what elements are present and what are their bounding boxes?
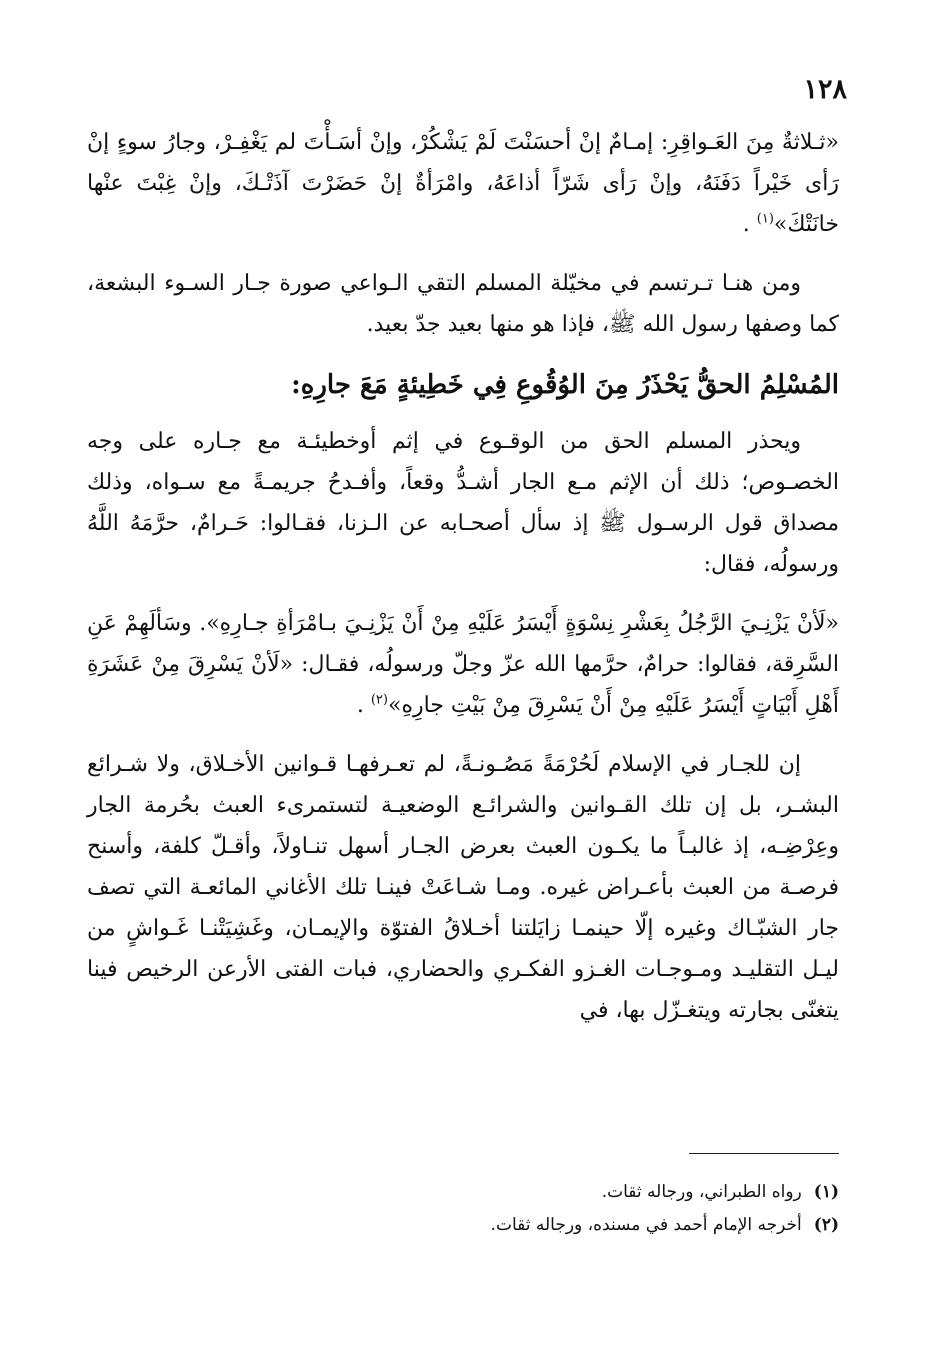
hadith-end-2: . — [356, 693, 371, 718]
hadith-paragraph-1 — [87, 122, 839, 245]
hadith-end-1: . — [742, 212, 757, 237]
page-number: ١٢٨ — [803, 74, 847, 105]
footnote-2 — [87, 1209, 839, 1242]
footnote-text-1: رواه الطبراني، ورجاله ثقات. — [601, 1182, 802, 1202]
footnote-text-2: أخرجه الإمام أحمد في مسنده، ورجاله ثقات. — [490, 1215, 802, 1235]
paragraph-neighbor-image: ومن هنـا تـرتسم في مخيّلة المسلم التقي الـواعي صورة جـار السـوء البشعة، كما وصفها رسول الله ﷺ، فإذا هو منها بعيد جدّ بعيد. — [87, 271, 839, 337]
hadith-text-2: «لَأنْ يَزْنِـيَ الرَّجُلُ بِعَشْرِ نِسْوَةٍ أَيْسَرُ عَلَيْهِ مِنْ أَنْ يَزْنِـيَ بـامْرَأةِ جـارِهِ». وسَألَهِمْ عَنِ السَّرِقة، فقالوا: حرامٌ، حرَّمها الله عزّ وجلّ ورسولُه، فقـال: «لَأنْ يَسْرِقَ مِنْ عَشَرَةِ أَهْلِ أَبْيَاتٍ أَيْسَرُ عَلَيْهِ مِنْ أَنْ يَسْرِقَ مِنْ بَيْتِ جارِهِ» — [87, 611, 839, 718]
footnote-ref-2: (٢) — [370, 692, 388, 708]
hadith-text-1: «ثـلاثةٌ مِنَ العَـواقِرِ: إمـامٌ إنْ أحسَنْتَ لَمْ يَشْكُرْ، وإنْ أسَـأْتَ لم يَغْفِـرْ، وجارُ سوءٍ إنْ رَأى خَيْراً دَفَنَهُ، وإنْ رَأى شَرّاً أذاعَهُ، وامْرَأةٌ إنْ حَضَرْتَ آذَتْـكَ، وإنْ غِبْتَ عنْها خانَتْكَ» — [87, 130, 839, 237]
main-text — [87, 122, 839, 1031]
section-heading: المُسْلِمُ الحقُّ يَحْذَرُ مِنَ الوُقُوعِ فِي خَطِيئةٍ مَعَ جارِهِ: — [291, 370, 839, 400]
footnote-divider — [689, 1153, 839, 1154]
footnote-1 — [87, 1176, 839, 1209]
paragraph-sin-with-neighbor: ويحذر المسلم الحق من الوقـوع في إثم أوخطيئـة مع جـاره على وجه الخصـوص؛ ذلك أن الإثم مـع الجار أشـدُّ وقعاً، وأفـدحُ جريمـةً مع سـواه، وذلك مصداق قول الرسـول ﷺ إذ سأل أصحـابه عن الـزنا، فقـالوا: حَـرامٌ، حرَّمَهُ اللَّهُ ورسولُه، فقال: — [87, 429, 839, 577]
footnotes — [87, 1176, 839, 1242]
footnote-ref-1: (١) — [756, 211, 774, 227]
hadith-paragraph-2 — [87, 603, 839, 726]
footnote-number-1: (١) — [813, 1182, 839, 1202]
footnote-number-2: (٢) — [813, 1215, 839, 1235]
paragraph-neighbor-sanctity: إن للجـار في الإسلام لَحُرْمَةً مَصُـونـةً، لم تعـرفهـا قـوانين الأخـلاق، ولا شـرائع البشـر، بل إن تلك القـوانين والشرائـع الوضعيـة لتستمرىء العبث بحُرمة الجار وعِرْضِـه، إذ غالبـاً ما يكـون العبث بعرض الجـار أسهل تنـاولاً، وأقـلّ كلفة، وأسنح فرصـة من العبث بأعـراض غيره. ومـا شـاعَتْ فينـا تلك الأغاني المائعـة التي تصف جار الشبّـاك وغيره إلّا حينمـا زايَلتنا أخـلاقُ الفتوّة والإيمـان، وغَشِيَتْنـا غَـواشٍ من ليـل التقليـد ومـوجـات الغـزو الفكـري والحضاري، فبات الفتى الأرعن الرخيص فينا يتغنّى بجارته ويتغـزّل بها، في — [87, 752, 839, 1023]
